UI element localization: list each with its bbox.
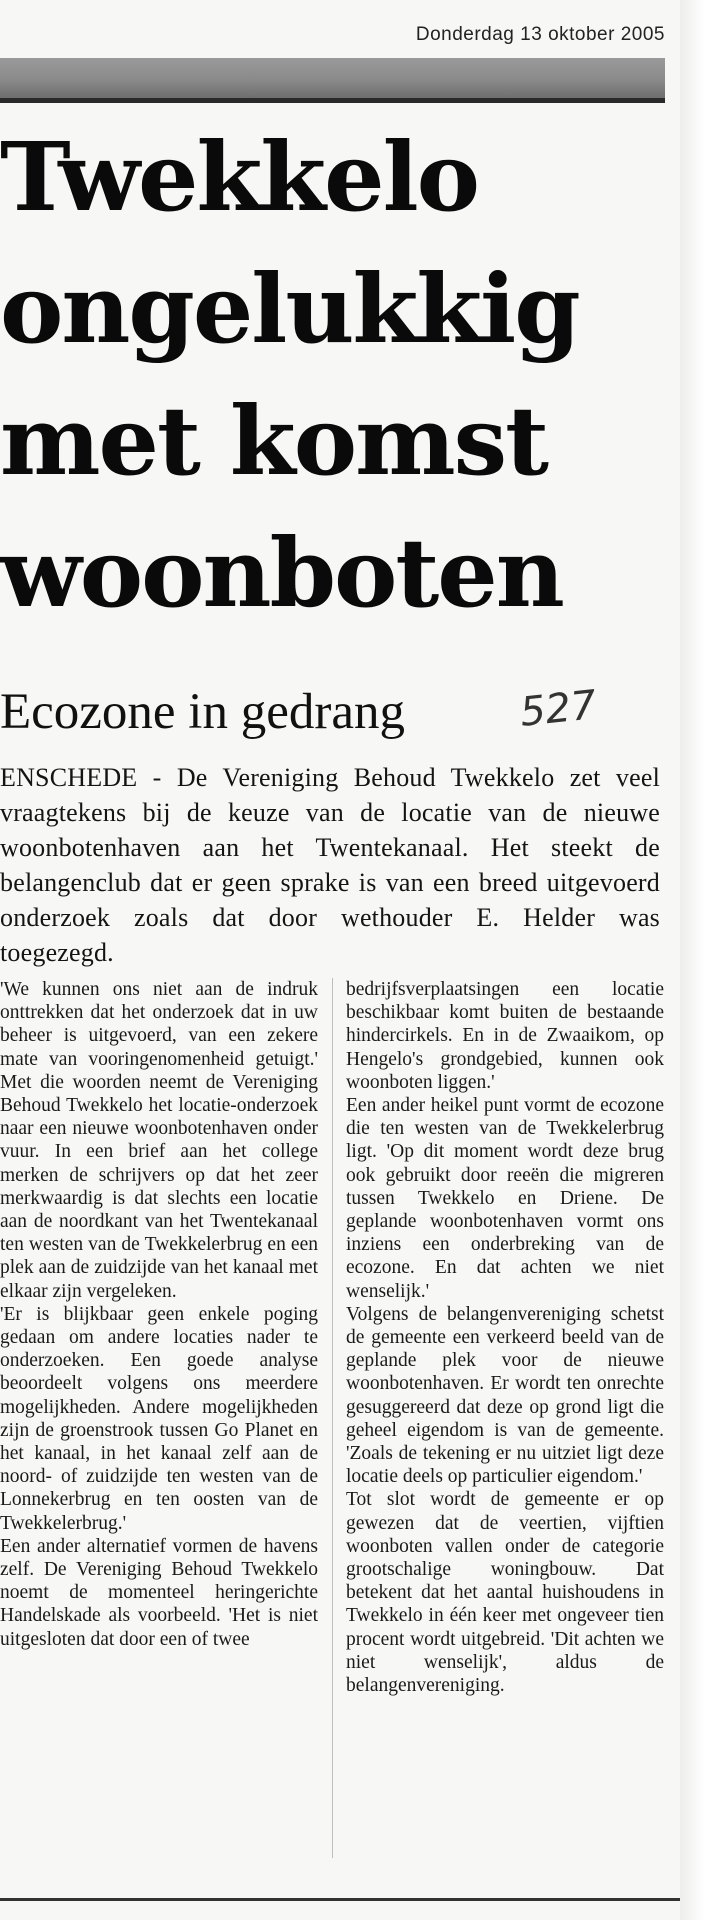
body-paragraph: Volgens de belangenvereniging schetst de gemeente een verkeerd beeld van de geplande plek voor de nieuwe woonbotenhaven. Er wordt ten onrechte gesuggereerd dat deze op grond ligt die geheel eigendom is van de gemeente. 'Zoals de tekening er nu uitziet ligt deze locatie deels op particulier eigendom.' xyxy=(346,1303,664,1488)
body-column-right xyxy=(346,978,664,1697)
headline-line-1: Twekkelo xyxy=(0,122,479,233)
header-rule xyxy=(0,98,665,103)
lead-text: ENSCHEDE - De Vereniging Behoud Twekkelo zet veel vraagtekens bij de keuze van de locatie van de nieuwe woonbotenhaven aan het Twentekanaal. Het steekt de belangenclub dat er geen sprake is van een breed uitgevoerd onderzoek zoals dat door wethouder E. Helder was toegezegd. xyxy=(0,763,660,967)
body-paragraph: Tot slot wordt de gemeente er op gewezen dat de veertien, vijftien woonboten vallen onder de categorie grootschalige woningbouw. Dat betekent dat het aantal huishoudens in Twekkelo in één keer met ongeveer tien procent wordt uitgebreid. 'Dit achten we niet wenselijk', aldus de belangenvereniging. xyxy=(346,1489,664,1697)
lead-paragraph xyxy=(0,760,660,970)
header-band xyxy=(0,58,665,98)
headline-line-3: met komst xyxy=(0,386,547,497)
body-column-left xyxy=(0,978,318,1651)
headline-line-4: woonboten xyxy=(0,518,563,629)
body-paragraph: Een ander heikel punt vormt de ecozone die ten westen van de Twekkelerbrug ligt. 'Op dit moment wordt deze brug ook gebruikt door reeën die migreren tussen Twekkelo en Driene. De geplande woonbotenhaven vormt ons inziens een onderbreking van de ecozone. En dat achten we niet wenselijk.' xyxy=(346,1095,664,1302)
subheadline: Ecozone in gedrang xyxy=(0,684,405,740)
headline-line-2: ongelukkig xyxy=(0,254,579,365)
footer-rule xyxy=(0,1898,680,1901)
body-paragraph: bedrijfsverplaatsingen een locatie beschikbaar komt buiten de bestaande hindercirkels. En in de Zwaaikom, op Hengelo's grondgebied, kunnen ook woonboten liggen.' xyxy=(346,979,664,1093)
body-paragraph: 'Er is blijkbaar geen enkele poging gedaan om andere locaties nader te onderzoeken. Een goede analyse beoordeelt volgens ons meerdere mogelijkheden. Andere mogelijkheden zijn de groenstrook tussen Go Planet en het kanaal, in het kanaal zelf aan de noord- of zuidzijde ten westen van de Lonnekerbrug en ten oosten van de Twekkelerbrug.' xyxy=(0,1303,318,1534)
handwritten-note: 527 xyxy=(517,682,599,736)
publication-date: Donderdag 13 oktober 2005 xyxy=(415,24,665,45)
body-paragraph: 'We kunnen ons niet aan de indruk onttrekken dat het onderzoek dat in uw beheer is uitgevoerd, van een zekere mate van vooringenomenheid getuigt.' Met die woorden neemt de Vereniging Behoud Twekkelo het locatie-onderzoek naar een nieuwe woonbotenhaven onder vuur. In een brief aan het college merken de schrijvers op dat het zeer merkwaardig is dat slechts een locatie aan de noordkant van het Twentekanaal ten westen van de Twekkelerbrug en een plek aan de zuidzijde van het kanaal met elkaar zijn vergeleken. xyxy=(0,979,318,1302)
column-divider xyxy=(332,978,333,1858)
headline xyxy=(0,112,665,640)
page-edge xyxy=(680,0,705,1920)
body-paragraph: Een ander alternatief vormen de havens zelf. De Vereniging Behoud Twekkelo noemt de momenteel heringerichte Handelskade als voorbeeld. 'Het is niet uitgesloten dat door een of twee xyxy=(0,1535,318,1650)
